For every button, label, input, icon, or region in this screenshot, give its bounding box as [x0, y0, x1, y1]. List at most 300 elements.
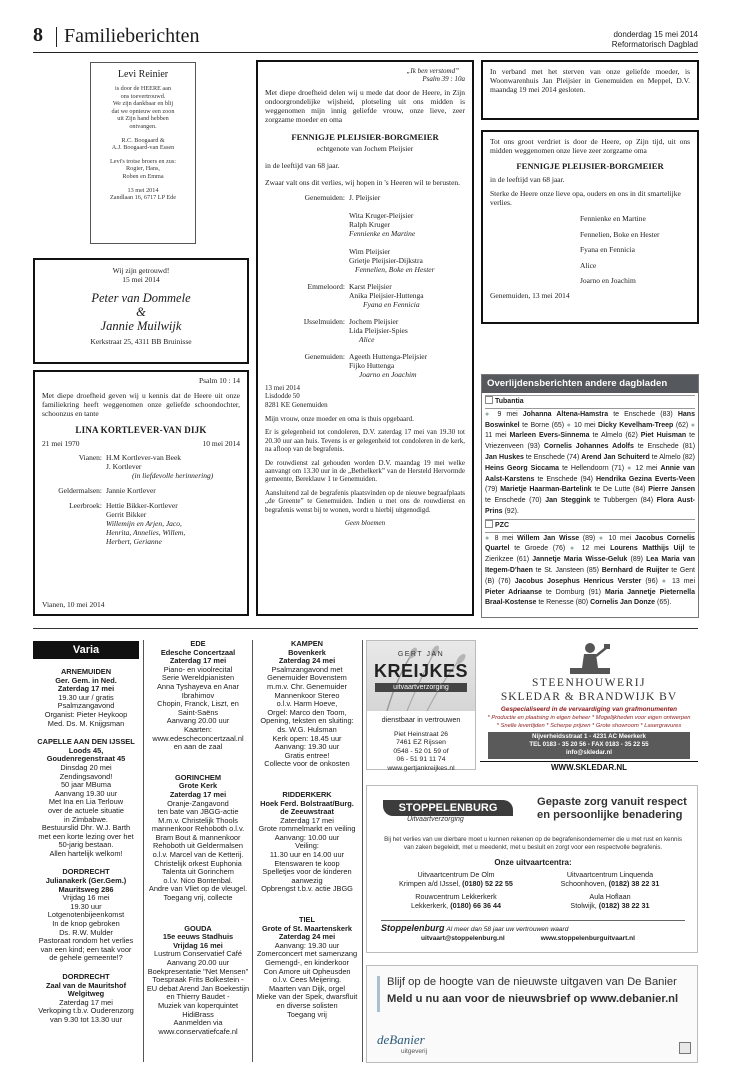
place-age: te Vriezenveen (93) [485, 432, 695, 451]
place-label: Genemuiden: [304, 351, 345, 361]
event-detail: Zendingsavond! [59, 771, 113, 781]
birth-text: dat we opnieuw een zoon [111, 107, 175, 115]
event-detail: Mieke van der Spek, dwarsfluit [256, 992, 358, 1002]
header-rule [33, 52, 698, 53]
obituary-footer: Geen bloemen [344, 519, 386, 528]
event-detail: Maarten van Dijk, orgel [269, 983, 345, 993]
event-title: Zaal van de Mauritshof [45, 980, 127, 990]
slogan: en persoonlijke benadering [537, 809, 683, 821]
family-name: Wim Pleijsier [349, 246, 391, 256]
family-name: J. Kortlever [106, 462, 142, 471]
birth-announcement [90, 62, 196, 244]
grandchildren: Fennelien, Boke en Hester [580, 229, 660, 239]
bullet-icon: ● [690, 421, 696, 429]
event-detail: Opening, teksten en sluiting: [260, 716, 354, 726]
bullet-icon: ● [661, 577, 672, 585]
event-detail: 50-jarig bestaan. [58, 840, 114, 850]
place-label [265, 211, 349, 238]
deceased-name: Hendrika Gezina Everts-Veen [595, 475, 695, 483]
place-age: (89) [630, 556, 643, 564]
center-place: Krimpen a/d IJssel, [399, 879, 461, 888]
family-name: Karst Pleijsier [349, 281, 392, 291]
event-listing [255, 791, 359, 894]
notice-date: 8 mei [494, 534, 514, 542]
company-line1: STEENHOUWERIJ [531, 677, 647, 689]
bullet-icon: ● [485, 534, 495, 542]
family-group [42, 501, 240, 546]
event-detail: Allen hartelijk welkom! [49, 848, 123, 858]
event-detail: Aanvang 20.00 uur [166, 958, 230, 967]
death-date: 10 mei 2014 [202, 439, 240, 448]
notice-date: 11 mei [485, 432, 507, 440]
event-detail: Etenswaren te koop [274, 858, 340, 868]
obituary-intro: Met diepe droefheid delen wij u mede dat door de Heere, in Zijn ondoorgrondelijke wijsheid, plotseling uit ons midden is weggenomen mijn innig geliefde vrouw, onze lieve, zeer zorgzame moeder en oma [265, 87, 465, 124]
death-notice-list [485, 410, 695, 518]
logo: STOPPELENBURG [383, 800, 513, 816]
place-label [265, 247, 349, 274]
event-listing [33, 668, 139, 728]
deceased-name: Flora Aust-Prins [485, 497, 695, 515]
event-place: KAMPEN [290, 639, 324, 648]
event-detail: Psalmzangavond [57, 701, 115, 711]
family-group [265, 317, 465, 344]
event-title: Grote Kerk [178, 781, 218, 791]
grandchildren: Joarno en Joachim [359, 369, 417, 379]
paragraph: De rouwdienst zal gehouden worden D.V. maandag 19 mei welke aanvangt om 13.30 uur in de „Bethelkerk” van de Hersteld Hervormde gemeente, Bereklauw 1 te Genemuiden. [265, 458, 465, 484]
place-age: (92). [504, 507, 519, 515]
column-rule [143, 640, 144, 1062]
event-listing [255, 916, 359, 1019]
deceased-name: Piet Huisman [640, 432, 687, 440]
place-age: te Gent (B) (76) [485, 566, 695, 585]
event-place: RIDDERKERK [282, 789, 332, 799]
grandchildren: Fennienke en Martine [349, 228, 416, 238]
obituary-fennigje-grandchildren [481, 130, 699, 324]
ad-skledar [480, 640, 698, 772]
event-listing [146, 925, 250, 1037]
event-detail: 11.30 uur en 14.00 uur [269, 850, 345, 860]
center-name: Rouwcentrum Lekkerkerk [415, 892, 497, 901]
event-detail: Andre van Vliet op de vleugel. [148, 884, 248, 894]
logo-sub: uitgeverij [401, 1048, 428, 1055]
event-detail: Aanvang: 19.30 uur [274, 940, 340, 950]
grandchildren: Alice [359, 334, 375, 344]
obituary-footer: Vianen, 10 mei 2014 [42, 600, 105, 609]
event-detail: Pastoraat rondom het verlies [38, 936, 134, 946]
place-label: Vianen: [78, 453, 102, 462]
grandchildren: Fennelien, Boke en Hester [355, 264, 435, 274]
column-rule [362, 640, 363, 1062]
email-link[interactable]: info@skledar.nl [566, 749, 612, 757]
event-detail: Con Amore uit Opheusden [263, 966, 351, 976]
family-group [265, 352, 465, 379]
event-detail: o.l.v. Cees Meijering. [272, 975, 342, 985]
event-detail: Zaterdag 17 mei [280, 815, 334, 825]
event-title: Goudenregenstraat 45 [46, 754, 126, 764]
birth-address: Zandlaan 16, 6717 LP Ede [110, 194, 176, 202]
centers-heading: Onze uitvaartcentra: [494, 858, 572, 867]
bullet-icon: ● [566, 421, 574, 429]
deceased-name: Jannetje Maria Wisse-Geluk [532, 556, 628, 564]
place-age: (65). [657, 599, 672, 607]
bullet-icon: ● [627, 464, 636, 472]
place-age: te St. Jansteen (85) [535, 566, 600, 574]
paper-name: Tubantia [495, 398, 524, 405]
accent-bar [377, 976, 380, 1012]
event-detail: Collecte voor de onkosten [264, 759, 350, 769]
event-detail: Gratis entree! [284, 750, 330, 760]
banner-cta[interactable]: Meld u nu aan voor de nieuwsbrief op www.debanier.nl [387, 993, 679, 1005]
grandchildren: Fyana en Fennicia [363, 299, 420, 309]
birth-text: We zijn dankbaar en blij [112, 100, 174, 108]
psalm-reference: Psalm 10 : 14 [198, 376, 240, 385]
address-street: Lisdodde 50 [265, 392, 300, 401]
siblings: Rogier, Hans, [126, 165, 160, 173]
center-phone: (0182) 38 22 31 [598, 901, 650, 910]
place-age: te Almelo (62) [592, 432, 638, 440]
ad-stoppelenburg [366, 785, 698, 953]
event-detail: aanwezig [291, 875, 323, 885]
deceased-name: Heins Georg Siccama [485, 464, 560, 472]
event-listing [33, 973, 139, 1025]
event-detail: Lustrum Conservatief Café [154, 949, 242, 959]
place-age: te De Lutte (84) [594, 486, 646, 494]
center-name: Uitvaartcentrum De Olm [417, 870, 495, 879]
deceased-name: Marietje Haarman-Bartelink [500, 486, 592, 494]
place-age: te Domburg (91) [545, 588, 601, 596]
event-place: DORDRECHT [62, 867, 110, 877]
deceased-name: Marleen Evers-Sinnema [509, 432, 590, 440]
deceased-name: Cornelis Johannes Adolfs [543, 443, 634, 451]
event-place: CAPELLE AAN DEN IJSSEL [37, 737, 135, 747]
place-age: te Almelo (82) [651, 453, 696, 461]
event-title: Julianakerk (Ger.Gem.) [45, 876, 127, 886]
brand-slogan: Al meer dan 58 jaar uw vertrouwen waard [446, 926, 569, 933]
grandchildren: Henrita, Annelies, Willem, [106, 528, 186, 537]
family-name: Wita Kruger-Pleijsier [349, 210, 414, 220]
child-name: Levi Reinier [117, 69, 169, 80]
spouse: echtgenote van Jochem Pleijsier [316, 143, 414, 153]
paper-label [485, 519, 695, 533]
birth-text: is door de HEERE aan [114, 85, 172, 92]
deceased-name: Lea Maria van Itegem-D'haen [485, 556, 695, 574]
center-place: Lekkerkerk, [411, 901, 449, 910]
event-place: GORINCHEM [175, 772, 221, 782]
event-detail: Bestuurslid Dhr. W.J. Barth [41, 823, 131, 833]
place-age: te Hellendoorn (71) [562, 464, 625, 472]
deceased-name: Pieter Adriaanse [485, 588, 543, 596]
place-age: (89) [582, 534, 596, 542]
notice-text: In verband met het sterven van onze geliefde moeder, is Woonwarenhuis Jan Pleijsier in Genemuiden en Meppel, D.V. maandag 19 mei 2014 gesloten. [490, 67, 690, 94]
event-detail: Rehoboth uit Geldermalsen [153, 841, 243, 851]
event-detail: Kaarten: [184, 724, 212, 734]
event-detail: m.m.v. Chr. Genemuider [267, 681, 347, 691]
event-title: Grote of St. Maartenskerk [262, 923, 352, 933]
event-title: Loods 45, [68, 745, 104, 755]
age: in de leeftijd van 68 jaar. [265, 160, 340, 170]
event-detail: o.l.v. Nico Bontenbal. [163, 875, 233, 885]
event-detail: over de actuele situatie [47, 805, 124, 815]
event-place: DORDRECHT [62, 972, 110, 981]
event-title: Zaterdag 17 mei [169, 656, 227, 666]
obituary-intro: Tot ons groot verdriet is door de Heere, op Zijn tijd, uit ons midden weggenomen onze lieve zeer zorgzame oma [490, 137, 690, 155]
family-name: Gerrit Bikker [106, 510, 147, 519]
event-detail: Serie Wereldpianisten [161, 673, 235, 683]
event-detail: In de knop gebroken [52, 919, 120, 929]
address-city: 8281 KE Genemuiden [265, 400, 328, 409]
place-label: Emmeloord: [307, 281, 345, 291]
event-detail: 50 jaar MBuma [60, 780, 112, 790]
death-notice-list [485, 534, 695, 610]
event-detail: Saint-Saëns [177, 707, 219, 717]
paragraph: Er is gelegenheid tot condoleren, D.V. zaterdag 17 mei van 19.30 tot 20.30 uur aan huis. Tevens is er gelegenheid tot condoleren in de kerk, na afloop van de begrafenis. [265, 428, 465, 454]
deceased-name: Jacobus Cornelis Quartel [485, 534, 695, 553]
book-icon [679, 1042, 691, 1054]
event-detail: Aanvang 20.00 uur [166, 716, 230, 726]
event-title: Welgitweg [67, 989, 105, 999]
website-link[interactable]: www.stoppelenburguitvaart.nl [540, 935, 635, 942]
event-detail: Genemuider Bovenstem [267, 673, 347, 683]
place-age: te Enschede (83) [613, 410, 673, 418]
event-detail: met een korte lezing over het [38, 831, 134, 841]
center-phone: (0180) 52 22 55 [462, 879, 513, 888]
event-detail: o.l.v. Marcel van de Ketterij. [152, 850, 244, 860]
event-detail: de gehele gemeente!? [49, 953, 123, 963]
phone: 0548 - 52 01 59 of [393, 747, 449, 755]
obituary-lina [33, 370, 249, 616]
notice-date: 9 mei [497, 410, 518, 418]
phone: TEL 0183 - 35 20 56 - FAX 0183 - 35 22 55 [529, 741, 649, 749]
event-detail: in Zimbabwe. [64, 814, 108, 824]
event-detail: Aanmelden via [173, 1018, 223, 1028]
event-detail: en aan de zaal [173, 742, 223, 752]
notice-date: 10 mei [608, 534, 632, 542]
checkbox-icon [485, 396, 493, 404]
grandchildren: Fyana en Fennicia [580, 245, 635, 254]
event-detail: 19.30 uur [70, 901, 102, 911]
center-place: Stolwijk, [570, 901, 597, 910]
event-title: Zaterdag 24 mei [278, 932, 336, 942]
family-name: Jochem Pleijsier [349, 316, 399, 326]
event-detail: mannenkoor Rehoboth o.l.v. [151, 824, 245, 834]
bullet-icon: ● [569, 545, 582, 553]
quote: „Ik ben verstomd” [406, 67, 459, 75]
event-title: Vrijdag 16 mei [173, 940, 223, 950]
place-label: Leerbroek: [69, 501, 102, 510]
family-group [265, 282, 465, 309]
section-title: Familieberichten [64, 25, 200, 47]
deceased-name: Bernhard de Ruijter [601, 566, 669, 574]
event-detail: M.m.v. Christelijk Thools [158, 815, 238, 825]
email-link[interactable]: uitvaart@stoppelenburg.nl [421, 935, 505, 942]
deceased-name: Dicky Kevelham-Treep [598, 421, 674, 429]
website-link[interactable]: WWW.SKLEDAR.NL [480, 761, 698, 772]
family-group [265, 211, 465, 238]
contact-block [488, 732, 690, 759]
header-divider [56, 27, 57, 47]
event-detail: Oranje-Zangavond [167, 798, 229, 808]
place-age: te Borne (65) [522, 421, 565, 429]
event-detail: HidiBrass [182, 1009, 214, 1019]
event-detail: Verkoping t.b.v. Ouderenzorg [38, 1006, 134, 1016]
company-line2: SKLEDAR & BRANDWIJK BV [500, 691, 678, 703]
event-detail: Spelletjes voor de kinderen [262, 867, 352, 877]
logo: deBanier [377, 1032, 425, 1047]
logo-top: GERT JAN [397, 651, 445, 658]
family-name: Hettie Bikker-Kortlever [106, 501, 178, 510]
family-name: J. Pleijsier [349, 192, 381, 202]
place-age: te Enschede (94) [537, 475, 593, 483]
event-detail: o.l.v. Harm Hoeve, [276, 699, 338, 709]
event-detail: Organist: Pieter Heykoop [44, 709, 128, 719]
closure-notice [481, 60, 699, 120]
birth-date: 13 mei 2014 [127, 186, 159, 194]
obituary-text: Sterke de Heere onze lieve opa, ouders en ons in dit smartelijke verlies. [490, 189, 681, 207]
deceased-name: Pierre Jansen [648, 486, 696, 494]
parents: A.J. Boogaard-van Essen [111, 144, 175, 152]
event-detail: ds. W.G. Hulsman [277, 724, 337, 734]
event-detail: Kerk open: 18.45 uur [272, 733, 342, 743]
varia-heading: Varia [33, 641, 139, 659]
place-age: (62) [675, 421, 689, 429]
checkbox-icon [485, 520, 493, 528]
family-group [42, 453, 240, 480]
birth-text: ontvangen. [129, 122, 157, 130]
event-detail: Vrijdag 16 mei [62, 893, 110, 903]
grandchildren: Willemijn en Arjen, Jaco, [106, 519, 182, 528]
event-detail: Toespraak Frits Bolkestein - [152, 975, 244, 985]
wedding-intro: Wij zijn getrouwd! [112, 266, 170, 275]
siblings: Levi's trotse broers en zus: [109, 157, 177, 165]
place-age: te Enschede (74) [525, 453, 580, 461]
event-detail: Aanvang 19.30 uur [54, 788, 118, 798]
family-name: Anika Pleijsier-Huttenga [349, 290, 424, 300]
event-detail: Toegang vrij, collecte [163, 893, 233, 903]
center-name: Aula Hoflaan [589, 892, 631, 901]
siblings: Roben en Emma [122, 172, 164, 180]
website-link[interactable]: www.gertjankreijkes.nl [387, 764, 455, 772]
event-title: Edesche Concertzaal [160, 647, 236, 657]
logo-sub: uitvaartverzorging [375, 683, 467, 692]
ad-kreijkes [366, 640, 476, 770]
event-detail: en diverse solisten [276, 1000, 338, 1010]
event-detail: www.edescheconcertzaal.nl [152, 733, 244, 743]
wedding-date: 15 mei 2014 [122, 275, 160, 284]
banner-headline: Blijf op de hoogte van de nieuwste uitgaven van De Banier [387, 976, 677, 988]
center-phone: (0180) 66 36 44 [450, 901, 501, 910]
deceased-name: Jan Huskes [485, 453, 524, 461]
event-detail: Toegang vrij [287, 1009, 327, 1019]
grandchildren: Fennienke en Martine [580, 214, 646, 223]
wedding-announcement [33, 258, 249, 364]
place-age: te Enschede (70) [485, 497, 542, 505]
obituary-fennigje [256, 60, 474, 616]
place-label: Geldermalsen: [58, 486, 102, 495]
address: 7461 EZ Rijssen [396, 739, 446, 747]
event-listing [146, 774, 250, 903]
event-detail: Aanvang: 19.30 uur [274, 742, 340, 752]
deceased-name: Jan Steggink [545, 497, 591, 505]
place-age: te Zierikzee (61) [485, 545, 695, 564]
event-detail: Chopin, Franck, Liszt, en [157, 699, 239, 709]
event-detail: Grote rommelmarkt en veiling [258, 824, 356, 834]
event-detail: Met Ina en Lia Terlouw [48, 797, 124, 807]
event-listing [33, 868, 139, 963]
panel-title: Overlijdensberichten andere dagbladen [482, 375, 698, 393]
family-name: Lida Pleijsier-Spies [349, 325, 408, 335]
notice-date: 13 mei [671, 577, 695, 585]
paper-label [485, 395, 695, 409]
event-title: Zaterdag 24 mei [278, 656, 336, 666]
family-group [265, 193, 465, 202]
event-detail: Opbrengst t.b.v. actie JBGG [261, 884, 353, 894]
features: * Snelle levertijden * Scherpe prijzen * Grote showroom * Lasergravures [496, 723, 682, 729]
event-detail: Bram Bout & mannenkoor [155, 832, 241, 842]
place-age: te Groede (76) [514, 545, 566, 553]
place-age: te Renesse (80) [538, 599, 589, 607]
deceased-name: Jacobus Josephus Henricus Verster [514, 577, 642, 585]
family-group [265, 247, 465, 274]
deceased-name: Maria Jannetje Pieternella Braal-Kostense [485, 588, 695, 607]
paragraph: Aansluitend zal de begrafenis plaatsvinden op de nieuwe begraafplaats „de Greente” te Genemuiden. Indien u met ons de rouwdienst en begrafenis wenst bij te wonen, wordt u hierbij uitgenodigd. [265, 488, 465, 514]
deceased-name: FENNIGJE PLEIJSIER-BORGMEIER [291, 131, 439, 142]
birth-text: ons toevertrouwd. [120, 92, 166, 100]
quote-reference: Psalm 39 : 10a [422, 75, 465, 84]
place-age: te Tubbergen (84) [594, 497, 654, 505]
ad-text: Bij het verlies van uw dierbare moet u kunnen rekenen op de begrafenisondernemer die u met rust en kennis van zaken begeleidt, met u meedenkt, met u besluit en zorgt voor een respectvolle begrafenis. [384, 836, 682, 852]
event-listing [146, 640, 250, 752]
event-place: EDE [190, 639, 206, 648]
grandchildren: Alice [580, 260, 597, 270]
event-detail: Boekpresentatie "Net Mensen" [147, 966, 249, 976]
event-detail: Orgel: Marco den Toom, [267, 707, 347, 717]
event-detail: van een kind; een taak voor [40, 944, 132, 954]
notice-date: 12 mei [635, 464, 658, 472]
slogan: Gepaste zorg vanuit respect [537, 796, 687, 808]
wedding-address: Kerkstraat 25, 4311 BB Bruinisse [90, 337, 192, 346]
tagline: dienstbaar in vertrouwen [381, 715, 461, 724]
event-detail: Veiling: [295, 841, 319, 851]
groom-name: Peter van Dommele [91, 291, 191, 305]
event-detail: Muziek van koperquintet [157, 1000, 239, 1010]
deceased-name: Cornelis Jan Donze [590, 599, 656, 607]
logo-name: KREIJKES [373, 661, 469, 681]
deceased-name: Arend Jan Schuiterd [581, 453, 650, 461]
varia-column [146, 640, 250, 1036]
family-name: Ralph Kruger [349, 219, 391, 229]
event-detail: Anna Tyshayeva en Anar [156, 681, 240, 691]
deceased-name: Annie van Aalst-Karstens [485, 464, 695, 483]
stonemason-icon [568, 640, 612, 676]
event-detail: Psalmzangavond met [271, 664, 343, 674]
event-listing [33, 738, 139, 858]
event-place: ARNEMUIDEN [60, 667, 112, 676]
event-detail: EU debat Arend Jan Boekestijn [146, 983, 250, 993]
varia-column [255, 640, 359, 1019]
paragraph: Mijn vrouw, onze moeder en oma is thuis opgebaard. [265, 415, 414, 424]
event-place: TIEL [298, 915, 315, 925]
family-name: Jannie Kortlever [106, 486, 156, 495]
event-title: Zaterdag 17 mei [169, 789, 227, 799]
place-age: (96) [645, 577, 658, 585]
event-title: Zaterdag 17 mei [57, 684, 115, 694]
event-place: GOUDA [184, 923, 212, 933]
event-title: de Zeeuwstraat [280, 807, 334, 817]
address: Piet Heinstraat 26 [393, 731, 449, 738]
event-title: Ger. Gem. in Ned. [55, 675, 117, 685]
event-detail: Mannenkoor Stereo [274, 690, 340, 700]
obituary-intro: Met diepe droefheid geven wij u kennis dat de Heere uit onze familiekring heeft weggenomen onze geliefde schoondochter, schoonzus en tante [42, 391, 240, 418]
